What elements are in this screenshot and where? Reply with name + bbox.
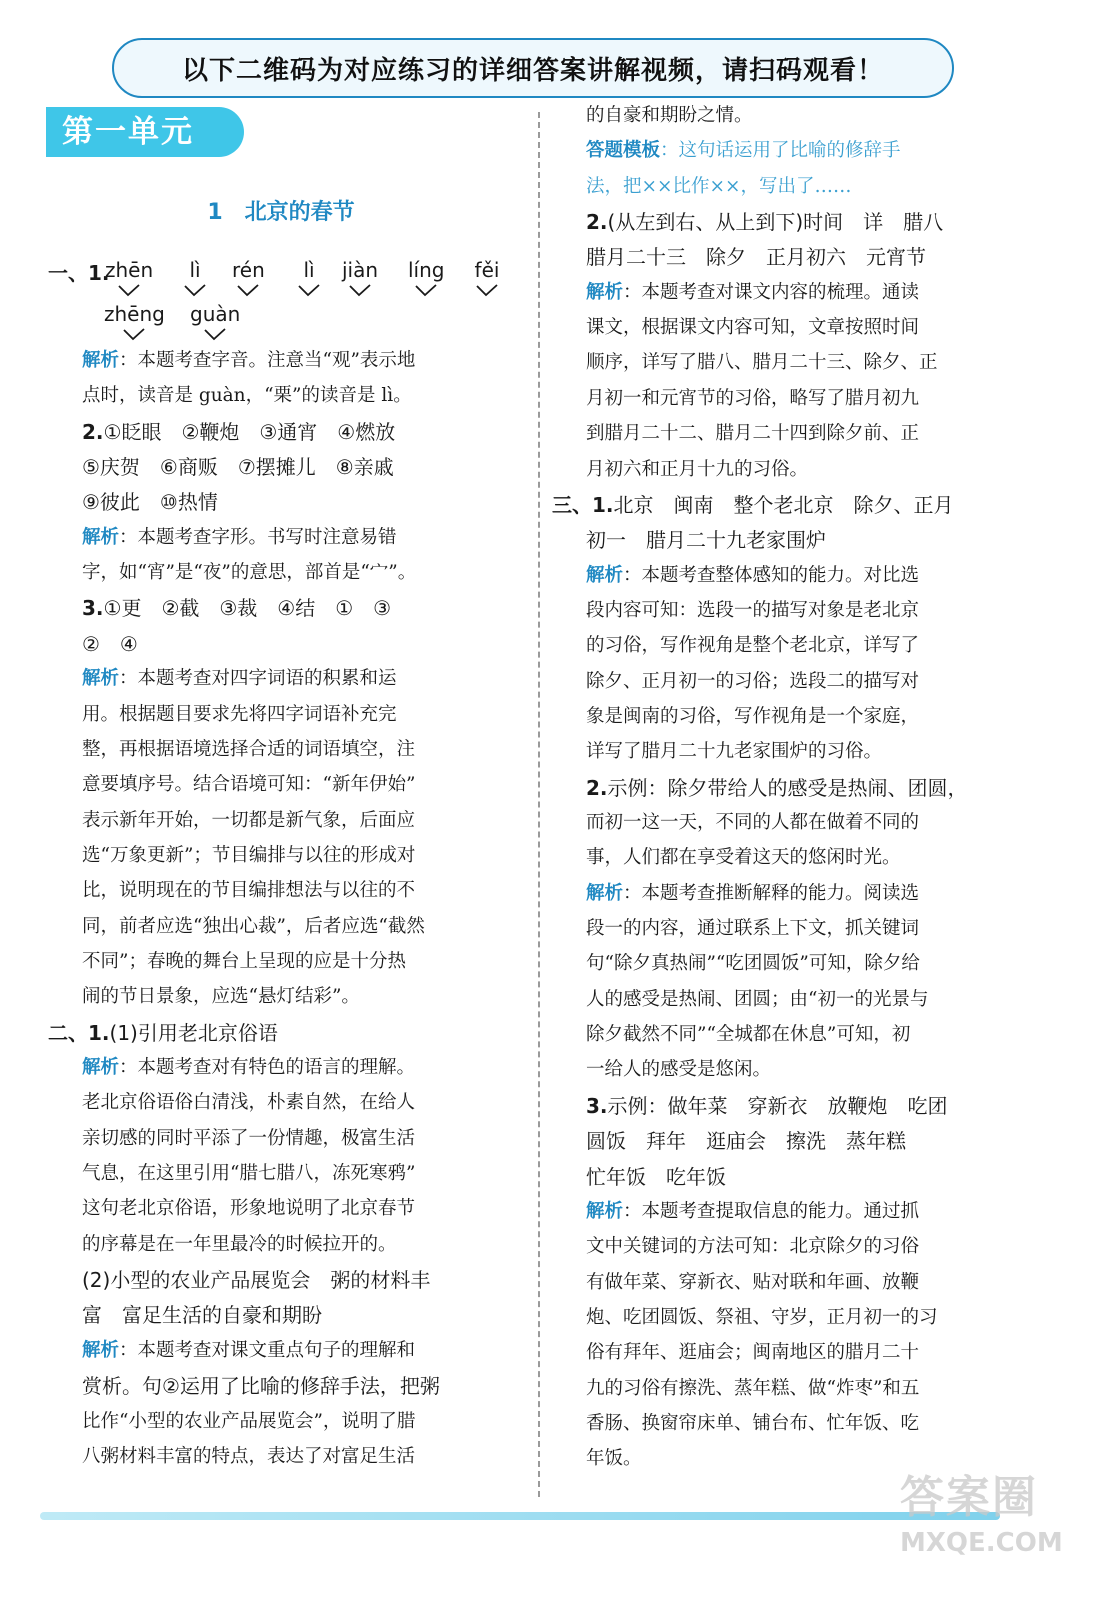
question-number: 二、1.: [48, 1020, 110, 1045]
line-text: 有做年菜、穿新衣、贴对联和年画、放鞭: [586, 1271, 920, 1293]
line-text: 亲切感的同时平添了一份情趣，极富生活: [82, 1127, 416, 1149]
text-line: [82, 1440, 415, 1474]
question-line: [552, 488, 954, 522]
text-line: [82, 1122, 415, 1156]
pinyin-text: rén: [232, 258, 265, 282]
text-line: [82, 980, 360, 1014]
line-text: ①更 ②截 ③裁 ④结 ① ③: [103, 596, 392, 621]
pinyin-item: [474, 258, 500, 297]
line-text: (2)小型的农业产品展览会 粥的材料丰: [82, 1268, 431, 1293]
line-text: 九的习俗有擦洗、蒸年糕、做“炸枣”和五: [586, 1377, 920, 1399]
text-line: [82, 839, 415, 873]
text-line: [586, 1301, 938, 1335]
pinyin-text: jiàn: [342, 258, 379, 282]
text-line: [82, 485, 218, 519]
line-text: ：本题考查字形。书写时注意易错: [119, 526, 397, 548]
line-text: 的习俗，写作视角是整个老北京，详写了: [586, 635, 920, 657]
line-text: 老北京俗语俗白清浅，朴素自然，在给人: [82, 1092, 416, 1114]
line-text: 一给人的感受是悠闲。: [586, 1059, 772, 1081]
check-mark-icon: [121, 327, 147, 341]
line-text: 而初一这一天，不同的人都在做着不同的: [586, 812, 920, 833]
text-line: [82, 945, 406, 979]
line-text: 除夕、正月初一的习俗；选段二的描写对: [586, 670, 920, 692]
check-mark-icon: [474, 283, 500, 297]
line-text: 忙年饭 吃年饭: [586, 1164, 726, 1189]
text-line: [82, 1157, 415, 1191]
text-line: [586, 1124, 906, 1158]
pinyin-item: [190, 302, 240, 341]
line-text: 详写了腊月二十九老家围炉的习俗。: [586, 741, 883, 763]
analysis-tag: 解析: [586, 1200, 624, 1222]
text-line: [82, 804, 415, 838]
line-text: 除夕截然不同”“全城都在休息”可知，初: [586, 1024, 911, 1046]
text-line: [586, 1442, 642, 1476]
line-text: 文中关键词的方法可知：北京除夕的习俗: [586, 1236, 920, 1258]
line-text: 段一的内容，通过联系上下文，抓关键词: [586, 918, 920, 940]
text-line: [586, 629, 919, 663]
line-text: ：本题考查字音。注意当“观”表示地: [119, 350, 416, 371]
line-text: ：本题考查对四字词语的积累和运: [119, 668, 397, 690]
line-text: ①眨眼 ②鞭炮 ③通宵 ④燃放: [103, 419, 396, 444]
pinyin-text: líng: [408, 258, 445, 282]
text-line: [586, 346, 938, 380]
line-text: 到腊月二十二、腊月二十四到除夕前、正: [586, 423, 920, 445]
column-divider: [538, 112, 540, 1497]
lesson-number: 1: [207, 200, 223, 225]
line-text: ⑤庆贺 ⑥商贩 ⑦摆摊儿 ⑧亲戚: [82, 455, 394, 480]
line-text: ：本题考查对课文内容的梳理。通读: [623, 281, 920, 303]
pinyin-item: [342, 258, 378, 297]
line-text: 圆饭 拜年 逛庙会 擦洗 蒸年糕: [586, 1129, 906, 1154]
analysis-line: [82, 521, 397, 555]
line-text: 富 富足生活的自豪和期盼: [82, 1303, 322, 1328]
text-line: [586, 700, 919, 734]
lesson-name: 北京的春节: [244, 200, 355, 225]
text-line: [586, 523, 826, 557]
line-text: 月初一和元宵节的习俗，略写了腊月初九: [586, 387, 920, 409]
line-text: ：本题考查对有特色的语言的理解。: [119, 1057, 416, 1078]
analysis-line: [82, 344, 415, 378]
line-text: 用。根据题目要求先将四字词语补充完: [82, 703, 397, 725]
text-line: [82, 627, 138, 661]
line-text: 比，说明现在的节目编排想法与以往的不: [82, 880, 416, 902]
watermark-url: MXQE.COM: [900, 1528, 1063, 1558]
question-number: 3.: [586, 1093, 608, 1118]
text-line: [82, 1192, 415, 1226]
text-line: [586, 453, 808, 487]
pinyin-text: zhēn: [105, 258, 154, 282]
q1-label: 一、1.: [48, 261, 110, 285]
line-text: 选“万象更新”；节目编排与以往的形成对: [82, 844, 416, 866]
text-line: [586, 382, 919, 416]
pinyin-item: [408, 258, 444, 297]
line-text: (从左到右、从上到下)时间 详 腊八: [607, 210, 944, 235]
text-line: [82, 1086, 415, 1120]
question-line: [586, 1089, 948, 1123]
text-line: [82, 768, 415, 802]
analysis-tag: 解析: [82, 1057, 120, 1078]
pinyin-text: guàn: [190, 302, 241, 326]
line-text: 不同”；春晚的舞台上呈现的应是十分热: [82, 950, 406, 972]
question-number: 2.: [586, 210, 608, 235]
analysis-line: [586, 276, 919, 310]
line-text: ：本题考查提取信息的能力。通过抓: [623, 1200, 920, 1222]
text-line: [586, 594, 919, 628]
text-line: [82, 379, 412, 413]
lesson-title: [46, 195, 516, 226]
line-text: 象是闽南的习俗，写作视角是一个家庭，: [586, 705, 920, 727]
analysis-tag: 解析: [82, 526, 120, 548]
line-text: 表示新年开始，一切都是新气象，后面应: [82, 809, 416, 831]
text-line: [586, 1266, 919, 1300]
line-text: 整，再根据语境选择合适的词语填空，注: [82, 738, 416, 760]
pinyin-item: [182, 258, 208, 297]
question-line: [586, 205, 943, 239]
text-line: [586, 947, 920, 981]
line-text: 腊月二十三 除夕 正月初六 元宵节: [586, 245, 926, 270]
text-line: [82, 556, 416, 590]
question-line: [586, 771, 968, 805]
line-text: ：本题考查推断解释的能力。阅读选: [623, 882, 920, 904]
text-line: [586, 99, 753, 133]
analysis-line: [82, 1051, 415, 1085]
footer-bar: [40, 1512, 1000, 1520]
check-mark-icon: [347, 283, 373, 297]
pinyin-text: lì: [189, 258, 201, 282]
text-line: [586, 735, 882, 769]
text-line: [82, 698, 397, 732]
text-line: [586, 1053, 771, 1087]
text-line: [586, 1230, 919, 1264]
question-number: 三、1.: [552, 492, 614, 517]
analysis-tag: 解析: [586, 882, 624, 904]
question-line: [82, 591, 391, 625]
line-text: 句“除夕真热闹”“吃团圆饭”可知，除夕给: [586, 953, 920, 975]
text-line: [82, 1405, 415, 1439]
text-line: [82, 1263, 430, 1297]
pinyin-item: [296, 258, 322, 297]
line-text: 年饭。: [586, 1448, 642, 1470]
text-line: [586, 983, 928, 1017]
line-text: 的自豪和期盼之情。: [586, 105, 753, 126]
text-line: [586, 1160, 726, 1194]
analysis-tag: 解析: [82, 1339, 120, 1361]
unit-title: 第一单元: [46, 107, 244, 157]
line-text: 示例：做年菜 穿新衣 放鞭炮 吃团: [607, 1093, 948, 1118]
line-text: ：本题考查对课文重点句子的理解和: [119, 1339, 416, 1361]
text-line: [82, 910, 425, 944]
question-number: 2.: [586, 775, 608, 800]
line-text: 月初六和正月十九的习俗。: [586, 458, 809, 480]
line-text: 人的感受是热闹、团圆；由“初一的光景与: [586, 988, 929, 1010]
line-text: (1)引用老北京俗语: [109, 1020, 278, 1045]
analysis-tag: 解析: [586, 564, 624, 586]
analysis-line: [586, 1195, 919, 1229]
text-line: [82, 874, 415, 908]
line-text: 北京 闽南 整个老北京 除夕、正月: [613, 492, 954, 517]
text-line: [586, 665, 919, 699]
line-text: 俗有拜年、逛庙会；闽南地区的腊月二十: [586, 1342, 920, 1364]
line-text: 初一 腊月二十九老家围炉: [586, 528, 826, 553]
text-line: [586, 1407, 919, 1441]
line-text: 法，把××比作××，写出了……: [586, 175, 852, 197]
pinyin-item: [232, 258, 265, 297]
check-mark-icon: [116, 283, 142, 297]
check-mark-icon: [296, 283, 322, 297]
line-text: 香肠、换窗帘床单、铺台布、忙年饭、吃: [586, 1412, 920, 1434]
text-line: [586, 1018, 910, 1052]
check-mark-icon: [202, 327, 228, 341]
text-line: [586, 240, 926, 274]
question-number: 2.: [82, 419, 104, 444]
line-text: 意要填序号。结合语境可知：“新年伊始”: [82, 774, 416, 796]
line-text: 这句老北京俗语，形象地说明了北京春节: [82, 1198, 416, 1220]
video-banner: 以下二维码为对应练习的详细答案讲解视频，请扫码观看！: [112, 38, 954, 98]
line-text: 赏析。句②运用了比喻的修辞手法，把粥: [82, 1374, 440, 1399]
line-text: 闹的节日景象，应选“悬灯结彩”。: [82, 986, 360, 1008]
text-line: [82, 450, 394, 484]
question-line: [48, 1016, 278, 1050]
pinyin-item: [104, 302, 165, 341]
text-line: [586, 1336, 919, 1370]
pinyin-text: lì: [303, 258, 315, 282]
line-text: 炮、吃团圆饭、祭祖、守岁，正月初一的习: [586, 1306, 938, 1328]
pinyin-item: [105, 258, 153, 297]
analysis-line: [586, 877, 919, 911]
check-mark-icon: [413, 283, 439, 297]
line-text: 八粥材料丰富的特点，表达了对富足生活: [82, 1445, 416, 1467]
watermark-logo-text: 答案圈: [900, 1472, 1038, 1523]
line-text: 课文，根据课文内容可知，文章按照时间: [586, 317, 920, 339]
analysis-tag: 解析: [82, 668, 120, 690]
question-line: [82, 415, 395, 449]
analysis-tag: 答题模板: [586, 140, 661, 162]
line-text: 事，人们都在享受着这天的悠闲时光。: [586, 847, 901, 869]
line-text: ⑨彼此 ⑩热情: [82, 490, 218, 515]
check-mark-icon: [235, 283, 261, 297]
text-line: [586, 806, 919, 840]
text-line: [82, 1228, 397, 1262]
question-number: 3.: [82, 596, 104, 621]
text-line: [586, 841, 901, 875]
line-text: ② ④: [82, 631, 138, 656]
line-text: 字，如“宵”是“夜”的意思，部首是“宀”。: [82, 562, 417, 584]
line-text: 同，前者应选“独出心裁”，后者应选“截然: [82, 915, 425, 937]
line-text: ：这句话运用了比喻的修辞手: [660, 140, 901, 162]
analysis-line: [82, 1334, 415, 1368]
analysis-line: [586, 134, 901, 168]
analysis-line: [82, 662, 397, 696]
analysis-tag: 解析: [82, 350, 120, 371]
line-text: 顺序，详写了腊八、腊月二十三、除夕、正: [586, 352, 938, 374]
line-text: 气息，在这里引用“腊七腊八，冻死寒鸦”: [82, 1163, 416, 1185]
line-text: ：本题考查整体感知的能力。对比选: [623, 564, 920, 586]
analysis-line: [586, 559, 919, 593]
line-text: 示例：除夕带给人的感受是热闹、团圆，: [607, 775, 968, 800]
line-text: 的序幕是在一年里最冷的时候拉开的。: [82, 1233, 397, 1255]
text-line: [586, 912, 919, 946]
text-line: [82, 733, 415, 767]
text-line: [82, 1298, 322, 1332]
line-text: 点时，读音是 guàn，“栗”的读音是 lì。: [82, 385, 412, 407]
text-line: [586, 311, 919, 345]
text-line: [586, 1372, 919, 1406]
text-line: [82, 1369, 440, 1403]
text-line: [586, 170, 852, 204]
pinyin-text: fěi: [474, 258, 500, 282]
line-text: 比作“小型的农业产品展览会”，说明了腊: [82, 1410, 416, 1432]
check-mark-icon: [182, 283, 208, 297]
text-line: [586, 417, 919, 451]
pinyin-text: zhēng: [104, 302, 165, 326]
watermark: [900, 1470, 1090, 1580]
analysis-tag: 解析: [586, 281, 624, 303]
line-text: 段内容可知：选段一的描写对象是老北京: [586, 599, 920, 621]
